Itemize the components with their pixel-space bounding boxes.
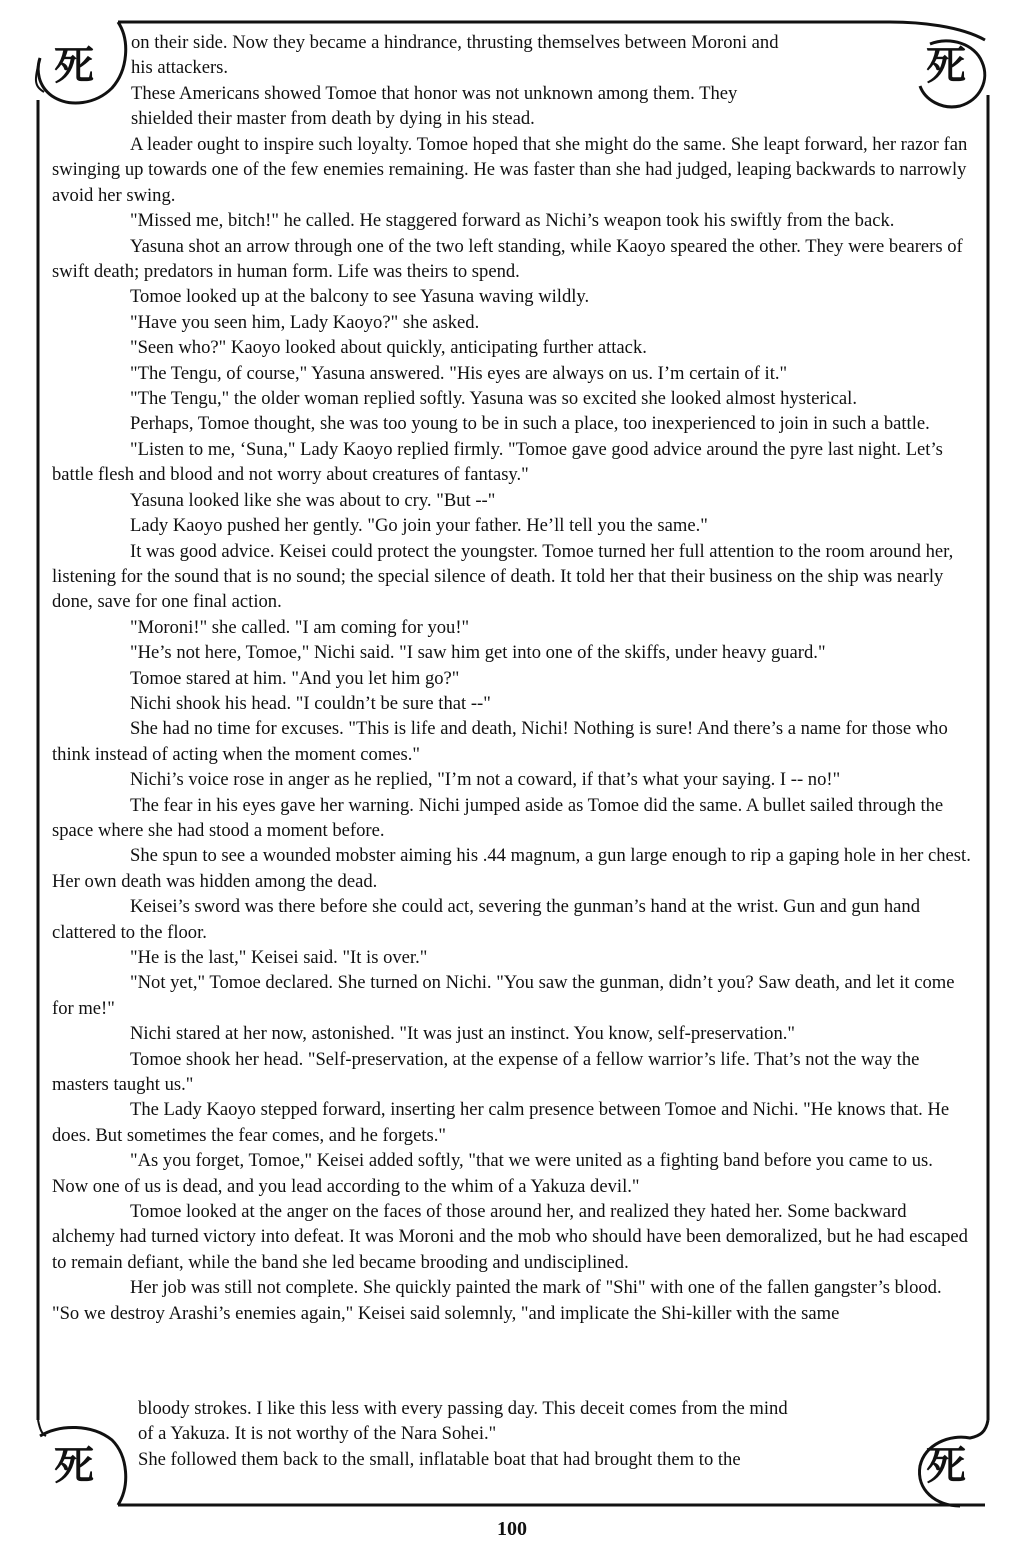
text-line: These Americans showed Tomoe that honor was not unknown among them. They [131, 82, 738, 104]
page-number: 100 [497, 1518, 527, 1540]
text-line: She followed them back to the small, inflatable boat that had brought them to the [138, 1448, 741, 1470]
text-line: of a Yakuza. It is not worthy of the Nara Sohei." [138, 1423, 497, 1445]
paragraph: "As you forget, Tomoe," Keisei added softly, "that we were united as a fighting band before you came to us. Now one of us is dead, and you lead according to the whim of a Yakuza devil." [52, 1150, 933, 1197]
paragraph: Yasuna looked like she was about to cry. "But --" [130, 489, 496, 511]
paragraph: Yasuna shot an arrow through one of the two left standing, while Kaoyo speared the other. They were bearers of swift death; predators in human form. Life was theirs to spend. [52, 235, 963, 283]
bottom-text-block [138, 1396, 898, 1472]
death-kanji-emblem-bottom-left: 死 [54, 1442, 94, 1489]
body-text [52, 132, 972, 1326]
paragraph: "He is the last," Keisei said. "It is over." [130, 947, 428, 968]
death-kanji-emblem-top-left: 死 [54, 42, 94, 89]
text-line: his attackers. [131, 57, 229, 79]
paragraph: "Listen to me, ‘Suna," Lady Kaoyo replied firmly. "Tomoe gave good advice around the pyre last night. Let’s battle flesh and blood and not worry about creatures of fantasy." [52, 438, 943, 486]
paragraph: The fear in his eyes gave her warning. Nichi jumped aside as Tomoe did the same. A bullet sailed through the space where she had stood a moment before. [52, 794, 944, 841]
top-text-block [131, 30, 891, 132]
paragraph: Tomoe looked at the anger on the faces of those around her, and realized they hated her. Some backward alchemy had turned victory into defeat. It was Moroni and the mob who should have been demoralized, but he had escaped to remain defiant, while the band she led became brooding and undisciplined. [52, 1201, 968, 1273]
text-line: bloody strokes. I like this less with every passing day. This deceit comes from the mind [138, 1398, 788, 1419]
top-right-ornament [890, 22, 985, 40]
paragraph: Lady Kaoyo pushed her gently. "Go join your father. He’ll tell you the same." [130, 515, 708, 537]
paragraph: Tomoe stared at him. "And you let him go?" [130, 667, 460, 689]
paragraph: Perhaps, Tomoe thought, she was too young to be in such a place, too inexperienced to join in such a battle. [130, 413, 930, 435]
paragraph: Keisei’s sword was there before she could act, severing the gunman’s hand at the wrist. Gun and gun hand clattered to the floor. [52, 896, 921, 943]
paragraph: "Missed me, bitch!" he called. He staggered forward as Nichi’s weapon took his swiftly from the back. [130, 210, 895, 232]
paragraph: "He’s not here, Tomoe," Nichi said. "I saw him get into one of the skiffs, under heavy guard." [130, 642, 826, 664]
death-kanji-emblem-top-right: 死 [926, 42, 966, 89]
paragraph: "The Tengu," the older woman replied softly. Yasuna was so excited she looked almost hysterical. [130, 388, 857, 410]
paragraph: "Not yet," Tomoe declared. She turned on Nichi. "You saw the gunman, didn’t you? Saw death, and let it come for me!" [52, 972, 955, 1019]
paragraph: It was good advice. Keisei could protect the youngster. Tomoe turned her full attention to the room around her, listening for the sound that is no sound; the special silence of death. It told her that their business on the ship was nearly done, save for one final action. [52, 540, 954, 613]
paragraph: Tomoe looked up at the balcony to see Yasuna waving wildly. [130, 286, 590, 308]
paragraph: "The Tengu, of course," Yasuna answered. "His eyes are always on us. I’m certain of it." [130, 362, 788, 384]
paragraph: Nichi shook his head. "I couldn’t be sure that --" [130, 692, 491, 714]
text-line: on their side. Now they became a hindrance, thrusting themselves between Moroni and [131, 32, 779, 53]
paragraph: The Lady Kaoyo stepped forward, inserting her calm presence between Tomoe and Nichi. "He knows that. He does. But sometimes the fear comes, and he forgets." [52, 1099, 950, 1146]
paragraph-flush: "So we destroy Arashi’s enemies again," Keisei said solemnly, "and implicate the Shi-killer with the same [52, 1302, 840, 1324]
text-line: shielded their master from death by dying in his stead. [131, 108, 535, 130]
paragraph: Her job was still not complete. She quickly painted the mark of "Shi" with one of the fallen gangster’s blood. [130, 1277, 942, 1299]
paragraph: Nichi’s voice rose in anger as he replied, "I’m not a coward, if that’s what your saying. I -- no!" [130, 769, 841, 791]
paragraph: Tomoe shook her head. "Self-preservation, at the expense of a fellow warrior’s life. That’s not the way the masters taught us." [52, 1048, 920, 1096]
paragraph: "Moroni!" she called. "I am coming for you!" [130, 616, 470, 638]
paragraph: "Have you seen him, Lady Kaoyo?" she asked. [130, 311, 480, 333]
death-kanji-emblem-bottom-right: 死 [926, 1442, 966, 1489]
paragraph: She spun to see a wounded mobster aiming his .44 magnum, a gun large enough to rip a gaping hole in her chest. Her own death was hidden among the dead. [52, 845, 971, 892]
paragraph: She had no time for excuses. "This is life and death, Nichi! Nothing is sure! And there’s a name for those who think instead of acting when the moment comes." [52, 718, 948, 765]
paragraph: A leader ought to inspire such loyalty. Tomoe hoped that she might do the same. She leapt forward, her razor fan swinging up towards one of the few enemies remaining. He was faster than she had judged, leaping backwards to narrowly avoid her swing. [52, 134, 968, 206]
paragraph: "Seen who?" Kaoyo looked about quickly, anticipating further attack. [130, 337, 647, 359]
paragraph: Nichi stared at her now, astonished. "It was just an instinct. You know, self-preservation." [130, 1023, 795, 1045]
